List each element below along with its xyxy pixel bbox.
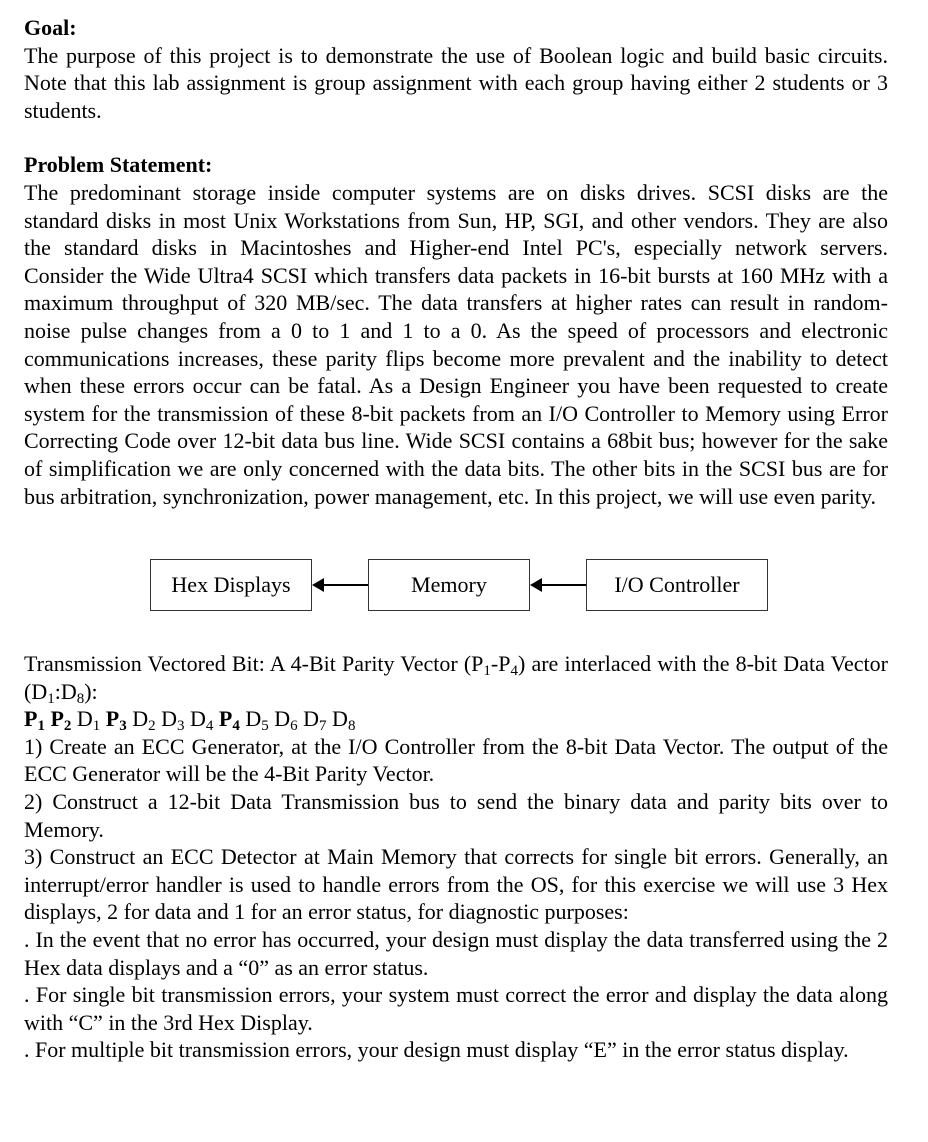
vector-sequence <box>24 705 888 733</box>
bullet-single-error: . For single bit transmission errors, your system must correct the error and display the data along with “C” in the 3rd Hex Display. <box>24 982 888 1035</box>
parity-bit-label: $P_4$ <box>218 706 240 735</box>
problem-heading: Problem Statement: <box>24 152 213 178</box>
hex-displays-box: Hex Displays <box>150 559 312 611</box>
step-2: 2) Construct a 12-bit Data Transmission bus to send the binary data and parity bits over to Memory. <box>24 788 888 842</box>
step-3: 3) Construct an ECC Detector at Main Memory that corrects for single bit errors. Generally, an interrupt/error handler is used to handle errors from the OS, for this exercise we will use 3 Hex displays, 2 for data and 1 for an error status, for diagnostic purposes: <box>24 844 888 925</box>
data-bit-label: $D_7$ <box>303 706 327 735</box>
bullet-multiple-error: . For multiple bit transmission errors, your design must display “E” in the error status display. <box>24 1037 849 1063</box>
bullet-no-error: . In the event that no error has occurred, your design must display the data transferred using the 2 Hex data displays and a “0” as an error status. <box>24 926 888 980</box>
document-body <box>24 14 888 510</box>
data-bit-label: $D_1$ <box>76 706 101 735</box>
goal-text: The purpose of this project is to demonstrate the use of Boolean logic and build basic circuits. Note that this lab assignment is group assignment with each group having either 2 students or 3 students. <box>24 42 888 123</box>
transmission-intro: Transmission Vectored Bit: A 4-Bit Parity Vector $(P_1-P_4)$ are interlaced with the 8-bit Data Vector $(D_1:D_8)$: <box>24 651 889 707</box>
goal-heading: Goal: <box>24 15 77 40</box>
memory-box: Memory <box>368 559 530 611</box>
problem-text: The predominant storage inside computer systems are on disks drives. SCSI disks are the standard disks in most Unix Workstations from Sun, HP, SGI, and other vendors. They are also the standard disks in Macintoshes and Higher-end Intel PC's, especially network servers. Consider the Wide Ultra4 SCSI which transfers data packets in 16-bit bursts at 160 MHz with a maximum throughput of 320 MB/sec. The data transfers at higher rates can result in random-noise pulse changes from a 0 to 1 and 1 to a 0. As the speed of processors and electronic communications increases, these parity flips become more prevalent and the inability to detect when these errors occur can be fatal. As a Design Engineer you have been requested to create system for the transmission of these 8-bit packets from an I/O Controller to Memory using Error Correcting Code over 12-bit data bus line. Wide SCSI contains a 68bit bus; however for the sake of simplification we are only concerned with the data bits. The other bits in the SCSI bus are for bus arbitration, synchronization, power management, etc. In this project, we will use even parity. <box>24 179 888 509</box>
parity-bit-label: $P_3$ <box>105 706 127 735</box>
block-diagram <box>150 559 770 615</box>
parity-bit-label: $P_2$ <box>50 706 72 735</box>
transmission-section <box>24 650 888 1064</box>
data-bit-label: $D_5$ <box>245 706 269 735</box>
data-bit-label: $D_6$ <box>274 706 298 735</box>
io-controller-box: I/O Controller <box>586 559 768 611</box>
data-bit-label: $D_4$ <box>190 706 214 735</box>
parity-bit-label: $P_1$ <box>24 706 45 735</box>
data-bit-label: $D_3$ <box>161 706 185 735</box>
step-1: 1) Create an ECC Generator, at the I/O Controller from the 8-bit Data Vector. The output of the ECC Generator will be the 4-Bit Parity Vector. <box>24 733 888 787</box>
arrow-memory-to-hex <box>314 584 368 586</box>
data-bit-label: $D_8$ <box>332 706 356 735</box>
data-bit-label: $D_2$ <box>132 706 156 735</box>
arrow-io-to-memory <box>532 584 586 586</box>
